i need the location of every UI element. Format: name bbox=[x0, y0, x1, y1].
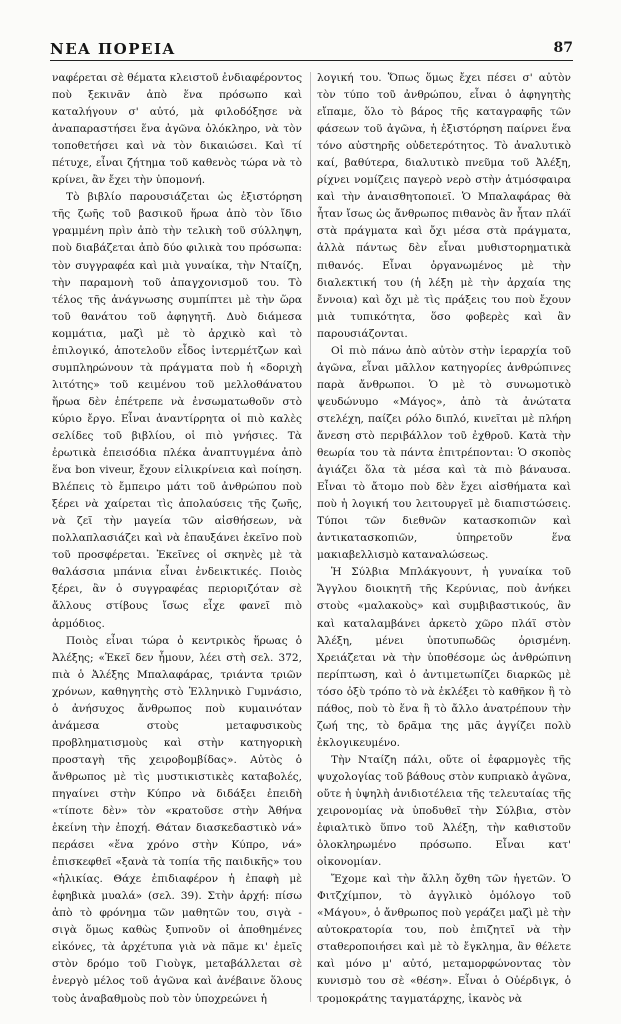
running-header bbox=[50, 40, 573, 61]
paragraph: Τὴν Νταίζη πάλι, οὔτε οἱ ἐφαρμογὲς τῆς ψυχολογίας τοῦ βάθους στὸν κυπριακὸ ἀγῶνα, οὔτε ἡ ὑψηλὴ ἀνιδιοτέλεια τῆς τελευταίας τῆς χειρονομίας νὰ ὑποδυθεῖ τὴν Σύλβια, στὸν ἐφιαλτικὸ ὕπνο τοῦ Ἀλέξη, τὴν καθιστοῦν ὁλοκληρωμένο πρόσωπο. Εἶναι κατ' οἰκονομίαν. bbox=[317, 753, 571, 869]
left-column bbox=[52, 70, 302, 1005]
paragraph: Ἔχομε καὶ τὴν ἄλλη ὄχθη τῶν ἡγετῶν. Ὁ Φιτζχίμπον, τὸ ἀγγλικὸ ὁμόλογο τοῦ «Μάγου», ὁ ἄνθρωπος ποὺ γεράζει μαζὶ μὲ τὴν αὐτοκρατορία του, ποὺ ἐπιζητεῖ νὰ τὴν σταθεροποιήσει καὶ μὲ τὸ ἔγκλημα, ἂν θέλετε καὶ μόνο μ' αὐτό, μεταμορφώνοντας τὸν κυνισμὸ του σὲ «θέση». Εἶναι ὁ Οὐέρδιγκ, ὁ τρομοκράτης ταγματάρχης, ἱκανὸς νὰ bbox=[317, 873, 571, 1005]
column-divider bbox=[310, 72, 311, 1002]
paragraph: ναφέρεται σὲ θέματα κλειστοῦ ἐνδιαφέροντος ποὺ ξεκινᾶν ἀπὸ ἕνα πρόσωπο καὶ καταλήγουν σ' αὐτό, μὰ φιλοδόξησε νὰ ἀναπαραστήσει ἕνα ἀγῶνα ὁλόκληρο, νὰ τὸν τοποθετήσει καὶ νὰ τὸν δικαιώσει. Καὶ τί πέτυχε, εἶναι ζήτημα τοῦ καθενὸς τώρα νὰ τὸ κρίνει, ἂν ἔχει τὴν ὑπομονή. bbox=[52, 72, 302, 187]
paragraph: Οἱ πιὸ πάνω ἀπὸ αὐτὸν στὴν ἱεραρχία τοῦ ἀγῶνα, εἶναι μᾶλλον κατηγορίες ἀνθρώπινες παρὰ ἄνθρωποι. Ὁ μὲ τὸ συνωμοτικὸ ψευδώνυμο «Μάγος», ἀπὸ τὰ ἀνώτατα στελέχη, παίζει ρόλο διπλό, κινεῖται μὲ πλήρη ἄνεση στὸ περιβάλλον τοῦ ἐχθροῦ. Κατὰ τὴν θεωρία του τὰ πάντα ἐπιτρέπονται: Ὁ σκοπὸς ἁγιάζει ὅλα τὰ μέσα καὶ τὰ πιὸ βάναυσα. Εἶναι τὸ ἄτομο ποὺ δὲν ἔχει αἰσθήματα καὶ ποὺ ἡ λογική του λειτουργεῖ μὲ διαπιστώσεις. Τύποι τῶν διεθνῶν κατασκοπιῶν καὶ ἀντικατασκοπιῶν, ὑπηρετοῦν ἕνα μακιαβελλισμὸ καταναλώσεως. bbox=[317, 344, 571, 562]
paragraph: λογική του. Ὅπως ὅμως ἔχει πέσει σ' αὐτὸν τὸν τύπο τοῦ ἀνθρώπου, εἶναι ὁ ἀφηγητὴς εἴπαμε, ὅλο τὸ βάρος τῆς καταγραφῆς τῶν φάσεων τοῦ ἀγῶνα, ἡ ἐξιστόρηση παίρνει ἕνα τόνο αὐστηρῆς οὐδετερότητος. Τὸ ἀναλυτικὸ καί, βαθύτερα, διαλυτικὸ πνεῦμα τοῦ Ἀλέξη, ρίχνει νομίζεις παγερὸ νερὸ στὴν ἀτμόσφαιρα καὶ τὴν ἀναισθητοποιεῖ. Ὁ Μπαλαφάρας θὰ ἦταν ἴσως ὡς ἄνθρωπος πιθανὸς ἂν ἦταν πλάϊ στὰ πράγματα καὶ ὄχι μέσα στὰ πράγματα, ἀλλὰ πάντως δὲν εἶναι μυθιστορηματικὰ πιθανός. Εἶναι ὀργανωμένος μὲ τὴν διαλεκτική του (ἡ λέξη μὲ τὴν ἀρχαία της ἔννοια) καὶ ὄχι μὲ τὶς πράξεις του ποὺ ἔχουν μιὰ τυπικότητα, ὅσο φοβερὲς καὶ ἂν παρουσιάζονται. bbox=[317, 72, 571, 340]
paragraph: Τὸ βιβλίο παρουσιάζεται ὡς ἐξιστόρηση τῆς ζωῆς τοῦ βασικοῦ ἥρωα ἀπὸ τὸν ἴδιο γραμμένη πρὶν ἀπὸ τὴν τελικὴ τοῦ σύλληψη, ποὺ διαβάζεται ἀπὸ δύο φιλικὰ του πρόσωπα: τὸν συγγραφέα καὶ μιὰ γυναίκα, τὴν Νταίζη, τὴν παραμονὴ τοῦ ἀπαγχονισμοῦ του. Τὸ τέλος τῆς ἀνάγνωσης συμπίπτει μὲ τὴν ὥρα τοῦ θανάτου τοῦ ἀφηγητῆ. Δυὸ διάμεσα κομμάτια, μαζὶ μὲ τὸ ἀρχικὸ καὶ τὸ ἐπιλογικό, ἀποτελοῦν εἶδος ἰντερμέτζων καὶ συμπληρώνουν τὰ πράγματα ποὺ ἡ «δοριχὴ λιτότης» τοῦ κειμένου τοῦ μελλοθάνατου ἥρωα δὲν ἐπέτρεπε νὰ ἐνσωματωθοῦν στὸ κύριο ἔργο. Εἶναι ἀναντίρρητα οἱ πιὸ καλὲς σελίδες τοῦ βιβλίου, οἱ πιὸ γνήσιες. Τὰ ἐρωτικὰ ἐπεισόδια πλέκα ἀναπτυγμένα ἀπὸ ἕνα bon viveur, ἔχουν εἰλικρίνεια καὶ ποίηση. Βλέπεις τὸ ἔμπειρο μάτι τοῦ ἀνθρώπου ποὺ ξέρει νὰ χαίρεται τὶς ἀπολαύσεις τῆς ζωῆς, νὰ ζεῖ τὴν μαγεία τῶν αἰσθήσεων, νὰ πολλαπλασιάζει καὶ νὰ ἐπαυξάνει ἐκεῖνο ποὺ τοῦ προσφέρεται. Ἐκεῖνες οἱ σκηνὲς μὲ τὰ θαλάσσια μπάνια εἶναι ἐνδεικτικές. Ποιὸς ξέρει, ἂν ὁ συγγραφέας περιοριζόταν σὲ ἄλλους στίβους ἴσως εἶχε φανεῖ πιὸ ἁρμόδιος. bbox=[52, 191, 302, 630]
paragraph: Ἡ Σύλβια Μπλάκγουντ, ἡ γυναίκα τοῦ Ἄγγλου διοικητῆ τῆς Κερύνιας, ποὺ ἀνήκει στοὺς «μαλακοὺς» καὶ συμβιβαστικούς, ἂν καὶ καταλαμβάνει ἀρκετὸ χῶρο πλάϊ στὸν Ἀλέξη, μένει ὑποτυπωδῶς ὁρισμένη. Χρειάζεται νὰ τὴν ὑποθέσομε ὡς ἀνθρώπινη περίπτωση, καὶ ὁ ἀντιμετωπίζει διαρκῶς μὲ τόσο ὀξὺ τρόπο τὸ νὰ ἐκλέξει τὸ καθῆκον ἢ τὸ πάθος, ποὺ τὸ ἕνα ἢ τὸ ἄλλο ἀνατρέπουν τὴν ζωή της, τὸ δρᾶμα της μᾶς ἀγγίζει πολὺ ἐκλογικευμένο. bbox=[317, 566, 571, 749]
page-number: 87 bbox=[553, 40, 573, 56]
paragraph: Ποιὸς εἶναι τώρα ὁ κεντρικὸς ἥρωας ὁ Ἀλέξης; «Ἐκεῖ δεν ἦμουν, λέει στὴ σελ. 372, πιὰ ὁ Ἀλέξης Μπαλαφάρας, τριάντα τριῶν χρόνων, καθηγητὴς στὸ Ἑλληνικὸ Γυμνάσιο, ὁ ἀνήσυχος ἄνθρωπος ποὺ κυμαινόταν ἀνάμεσα στοὺς μεταφυσικοὺς προβληματισμοὺς καὶ στὴν κατηγορικὴ προσταγὴ τῆς χειροβομβίδας». Αὐτὸς ὁ ἄνθρωπος μὲ τὶς μυστικιστικὲς καταβολές, πηγαίνει στὴν Κύπρο νὰ διδάξει ἐπειδὴ «τίποτε δὲν» τὸν «κρατοῦσε στὴν Ἀθήνα ἐκείνη τὴν ἐποχή. Θάταν διασκεδαστικὸ νά» περάσει «ἕνα χρόνο στὴν Κύπρο, νά» ἐπισκεφθεῖ «ξανὰ τὰ τοπία τῆς παιδικῆς» του «ἡλικίας. Θάχε ἐπιδιαφέρον ἡ ἐπαφὴ μὲ ἐφηβικὰ μυαλά» (σελ. 39). Στὴν ἀρχή: πίσω ἀπὸ τὸ φρόνημα τῶν μαθητῶν του, σιγὰ - σιγὰ ὅμως καθὼς ξυπνοῦν οἱ ἀποθημένες εἰκόνες, τὰ ἀρχέτυπα γιὰ νὰ πᾶμε κι' ἐμεῖς στὸν δρόμο τοῦ Γιοὺγκ, μεταβάλλεται σὲ ἐνεργὸ μέλος τοῦ ἀγῶνα καὶ ἀνέβαινε ὅλους τοὺς ἀναβαθμοὺς ποὺ τὸν ὑποχρεώνει ἡ bbox=[52, 634, 302, 1005]
right-column bbox=[317, 70, 571, 1005]
journal-title: ΝΕΑ ΠΟΡΕΙΑ bbox=[50, 40, 176, 58]
